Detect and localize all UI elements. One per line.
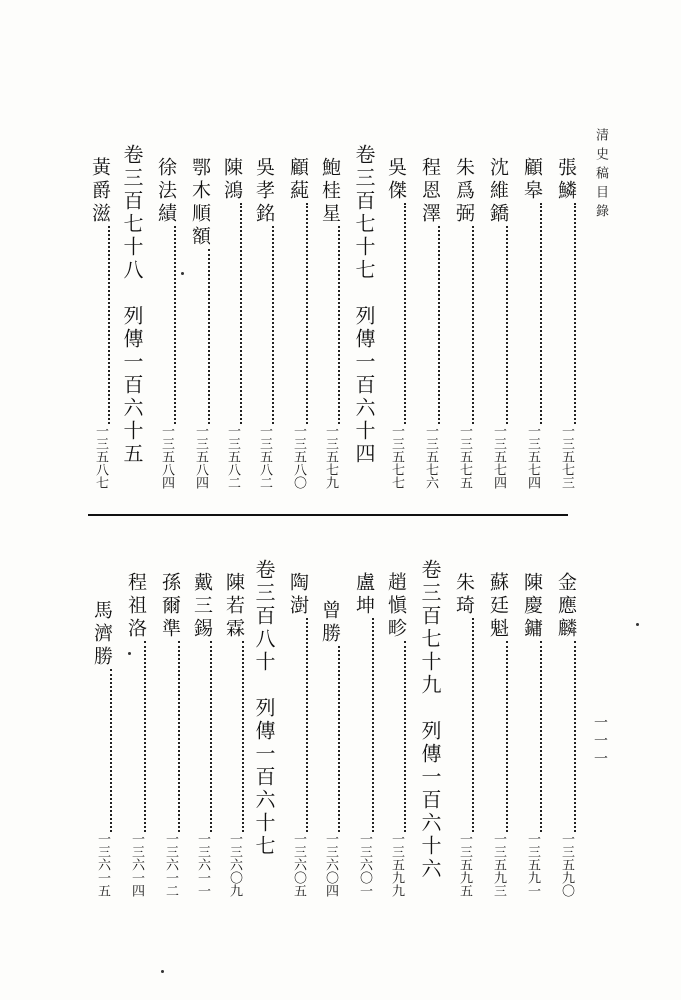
juan-heading: 卷三百七十七 列傳一百六十四: [352, 144, 376, 466]
entry-name: 鮑桂星: [319, 157, 341, 226]
toc-entry: [285, 572, 311, 905]
entry-page: 一三五七三: [559, 424, 574, 489]
entry-name: 黃爵滋: [89, 157, 111, 226]
toc-entry: [317, 600, 343, 905]
entry-name: 徐法績: [155, 157, 177, 226]
dot-leader: [412, 226, 440, 424]
juan-heading: 卷三百七十八 列傳一百六十五: [120, 144, 144, 466]
entry-page: 一三五九〇: [559, 832, 574, 897]
toc-entry: [153, 157, 179, 497]
dot-leader: [480, 641, 508, 832]
entry-page: 一三五九三: [491, 832, 506, 897]
entry-page: 一三六〇四: [323, 832, 338, 897]
entry-name: 盧坤: [353, 572, 375, 618]
dot-leader: [280, 203, 308, 424]
toc-entry: [417, 157, 443, 497]
juan-heading: 卷三百八十 列傳一百六十七: [252, 559, 276, 858]
toc-entry: [519, 572, 545, 905]
ink-speck: [181, 272, 184, 275]
entry-page: 一三五九一: [525, 832, 540, 897]
dot-leader: [548, 203, 576, 424]
toc-entry: [123, 572, 149, 905]
dot-leader: [548, 641, 576, 832]
dot-leader: [246, 226, 274, 424]
dot-leader: [346, 618, 374, 832]
entry-page: 一三五八〇: [291, 424, 306, 489]
entry-name: 朱琦: [453, 572, 475, 618]
entry-page: 一三五八二: [257, 424, 272, 489]
dot-leader: [378, 203, 406, 424]
entry-name: 孫爾準: [159, 572, 181, 641]
entry-page: 一三五七九: [323, 424, 338, 489]
entry-name: 張鱗: [555, 157, 577, 203]
toc-entry: [285, 157, 311, 497]
entry-page: 一三五八四: [193, 424, 208, 489]
entry-name: 顧蒓: [287, 157, 309, 203]
dot-leader: [446, 226, 474, 424]
dot-leader: [82, 226, 110, 424]
dot-leader: [118, 641, 146, 832]
dot-leader: [216, 641, 244, 832]
entry-name: 金應麟: [555, 572, 577, 641]
dot-leader: [446, 618, 474, 832]
dot-leader: [280, 618, 308, 832]
toc-entry: [451, 572, 477, 905]
entry-name: 鄂木順額: [189, 157, 211, 249]
entry-page: 一三五七五: [457, 424, 472, 489]
entry-page: 一三六一一: [195, 832, 210, 897]
toc-entry: [219, 157, 245, 497]
dot-leader: [378, 641, 406, 832]
dot-leader: [312, 226, 340, 424]
entry-name: 曾勝: [319, 600, 341, 646]
dot-leader: [84, 669, 112, 832]
entry-name: 程恩澤: [419, 157, 441, 226]
toc-entry: [553, 157, 579, 497]
toc-entry: [251, 157, 277, 497]
entry-page: 一三六一五: [95, 832, 110, 897]
entry-page: 一三六〇五: [291, 832, 306, 897]
dot-leader: [514, 641, 542, 832]
toc-entry: [189, 572, 215, 905]
entry-name: 沈維鐈: [487, 157, 509, 226]
toc-entry: [187, 157, 213, 497]
dot-leader: [312, 646, 340, 832]
entry-page: 一三五七七: [389, 424, 404, 489]
ink-speck: [161, 970, 164, 973]
dot-leader: [148, 226, 176, 424]
toc-entry: [317, 157, 343, 497]
entry-page: 一三五七四: [491, 424, 506, 489]
entry-name: 程祖洛: [125, 572, 147, 641]
entry-name: 蘇廷魁: [487, 572, 509, 641]
toc-entry: [87, 157, 113, 497]
juan-heading: 卷三百七十九 列傳一百六十六: [418, 559, 442, 881]
entry-page: 一三五八二: [225, 424, 240, 489]
toc-entry: [485, 157, 511, 497]
toc-entry: [351, 572, 377, 905]
entry-page: 一三五八七: [93, 424, 108, 489]
ink-speck: [128, 652, 131, 655]
entry-page: 一三六一四: [129, 832, 144, 897]
entry-name: 顧皋: [521, 157, 543, 203]
running-title: 清史稿目錄: [593, 128, 608, 223]
entry-name: 朱爲弼: [453, 157, 475, 226]
section-divider: [88, 514, 568, 516]
entry-page: 一三六一二: [163, 832, 178, 897]
toc-entry: [221, 572, 247, 905]
toc-entry: [383, 572, 409, 905]
toc-entry: [519, 157, 545, 497]
entry-page: 一三五九九: [389, 832, 404, 897]
dot-leader: [480, 226, 508, 424]
entry-page: 一三六〇一: [357, 832, 372, 897]
toc-entry: [553, 572, 579, 905]
entry-name: 吳傑: [385, 157, 407, 203]
page-number: 一一一: [592, 715, 608, 769]
entry-name: 陳鴻: [221, 157, 243, 203]
entry-name: 陳慶鏞: [521, 572, 543, 641]
entry-page: 一三五九五: [457, 832, 472, 897]
ink-speck: [636, 623, 639, 626]
toc-entry: [89, 600, 115, 905]
entry-name: 陶澍: [287, 572, 309, 618]
entry-name: 趙愼畛: [385, 572, 407, 641]
dot-leader: [514, 203, 542, 424]
entry-page: 一三五七六: [423, 424, 438, 489]
entry-name: 吳孝銘: [253, 157, 275, 226]
toc-entry: [157, 572, 183, 905]
entry-page: 一三五七四: [525, 424, 540, 489]
dot-leader: [182, 249, 210, 424]
toc-entry: [451, 157, 477, 497]
dot-leader: [184, 641, 212, 832]
entry-page: 一三五八四: [159, 424, 174, 489]
entry-name: 陳若霖: [223, 572, 245, 641]
dot-leader: [152, 641, 180, 832]
entry-name: 馬濟勝: [91, 600, 113, 669]
dot-leader: [214, 203, 242, 424]
entry-page: 一三六〇九: [227, 832, 242, 897]
entry-name: 戴三錫: [191, 572, 213, 641]
toc-entry: [383, 157, 409, 497]
toc-entry: [485, 572, 511, 905]
